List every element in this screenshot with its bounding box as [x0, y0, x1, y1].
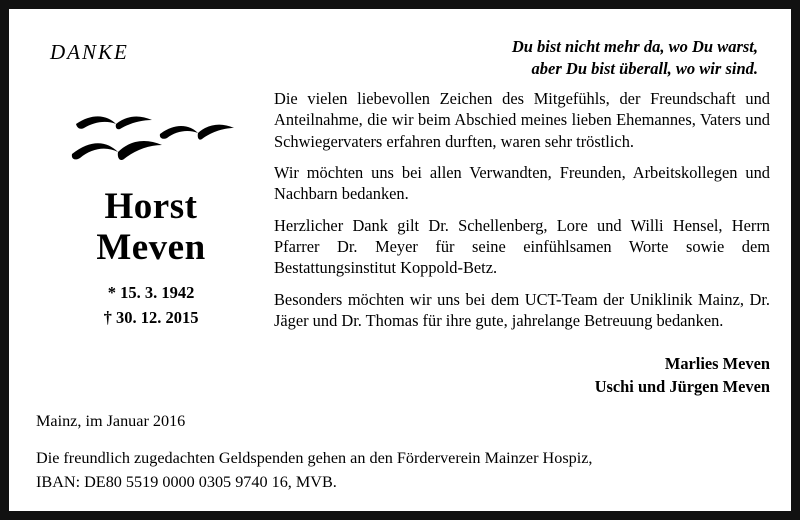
donation-line-2: IBAN: DE80 5519 0000 0305 9740 16, MVB.	[36, 472, 337, 491]
identity-column	[36, 88, 266, 330]
message-column	[274, 88, 770, 398]
deceased-first-name: Horst	[104, 186, 198, 227]
card-content	[14, 14, 786, 506]
birds-icon	[36, 102, 266, 184]
donation-note	[36, 447, 766, 494]
paragraph: Die vielen liebevollen Zeichen des Mitgefühls, der Freundschaft und Anteilnahme, die wir beim Abschied meines lieben Ehemannes, Vaters und Schwiegervaters erfahren durften, waren sehr tröstlich.	[274, 89, 770, 151]
birth-date: * 15. 3. 1942	[107, 282, 195, 302]
deceased-name	[36, 186, 266, 269]
verse-line-2: aber Du bist überall, wo wir sind.	[531, 59, 758, 79]
signatures	[274, 353, 770, 398]
place-and-date: Mainz, im Januar 2016	[36, 411, 186, 430]
signature-line: Uschi und Jürgen Meven	[594, 376, 770, 396]
deceased-last-name: Meven	[96, 227, 206, 269]
paragraph: Herzlicher Dank gilt Dr. Schellenberg, Lore und Willi Hensel, Herrn Pfarrer Dr. Meyer für seine einfühlsamen Worte sowie dem Bestattungsinstitut Koppold-Betz.	[274, 215, 770, 278]
death-date: † 30. 12. 2015	[103, 307, 199, 327]
signature-line: Marlies Meven	[664, 354, 770, 374]
life-dates	[36, 281, 266, 331]
footer	[36, 410, 766, 494]
header-row	[36, 28, 764, 88]
verse-block	[512, 36, 758, 80]
paragraph: Wir möchten uns bei allen Verwandten, Freunden, Arbeitskollegen und Nachbarn bedanken.	[274, 162, 770, 204]
verse-line-1: Du bist nicht mehr da, wo Du warst,	[511, 37, 758, 56]
thank-you-heading: DANKE	[50, 40, 129, 64]
donation-line-1: Die freundlich zugedachten Geldspenden gehen an den Förderverein Mainzer Hospiz,	[36, 449, 593, 468]
paragraph: Besonders möchten wir uns bei dem UCT-Team der Uniklinik Mainz, Dr. Jäger und Dr. Thomas für ihre gute, jahrelange Betreuung bedanken.	[274, 289, 770, 330]
